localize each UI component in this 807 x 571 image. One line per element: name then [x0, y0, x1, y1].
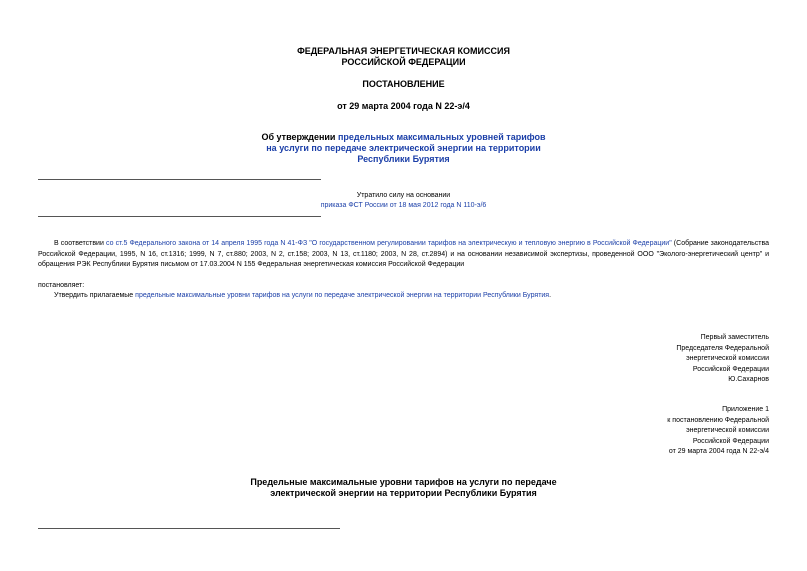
appendix-line1: Приложение 1 — [722, 406, 769, 413]
signature-line3: энергетической комиссии — [686, 355, 769, 362]
approve-end: . — [549, 292, 552, 299]
commission-name-line1: ФЕДЕРАЛЬНАЯ ЭНЕРГЕТИЧЕСКАЯ КОМИССИЯ — [297, 46, 510, 56]
appendix-title-line1: Предельные максимальные уровни тарифов на услуги по передаче — [250, 477, 557, 487]
status-link[interactable]: приказа ФСТ России от 18 мая 2012 года N 110-э/6 — [320, 202, 487, 209]
title-link-part3[interactable]: Республики Бурятия — [357, 154, 450, 164]
title-link-part1[interactable]: предельных максимальных уровней тарифов — [337, 132, 546, 142]
document-title — [0, 132, 807, 165]
title-link-part2[interactable]: на услуги по передаче электрической энергии на территории — [266, 143, 541, 153]
tariffs-link[interactable]: предельные максимальные уровни тарифов на услуги по передаче электрической энергии на территории Республики Бурятия — [135, 292, 550, 299]
appendix-line4: Российской Федерации — [692, 437, 769, 445]
preamble-rest: (Собрание законодательства Российской Федерации, 1995, N 16, ст.1316; 1999, N 7, ст.880; 2003, N 2, ст.158; 2003, N 13, ст.1180; 2003, N 28, ст.2894) и на основании независимой экспертизы, проведенной ООО "Эколого-энергетический центр" и обращения РЭК Республики Бурятия письмом от 17.03.2004 N 155 Федеральная энергетическая комиссия Российской Федерации — [38, 240, 769, 268]
appendix-title — [0, 477, 807, 499]
divider-top — [38, 179, 321, 180]
commission-name-line2: РОССИЙСКОЙ ФЕДЕРАЦИИ — [341, 57, 466, 67]
signature-line4: Российской Федерации — [692, 365, 769, 373]
document-type: ПОСТАНОВЛЕНИЕ — [362, 79, 445, 89]
approve-start: Утвердить прилагаемые — [54, 292, 136, 299]
divider-bottom — [38, 216, 321, 217]
signature-name: Ю.Сахарнов — [728, 376, 769, 383]
decree-word: постановляет: — [38, 282, 85, 289]
federal-law-link[interactable]: со ст.5 Федерального закона от 14 апреля 1995 года N 41-ФЗ "О государственном регулировании тарифов на электрическую и тепловую энергию в Российской Федерации" — [106, 240, 672, 247]
header-block — [0, 46, 807, 68]
appendix-title-line2: электрической энергии на территории Республики Бурятия — [270, 488, 537, 498]
appendix-line3: энергетической комиссии — [686, 427, 769, 434]
title-prefix: Об утверждении — [261, 132, 338, 142]
approve-paragraph — [38, 291, 769, 302]
signature-block — [676, 333, 769, 386]
signature-line1: Первый заместитель — [700, 334, 769, 341]
divider-footer — [38, 528, 340, 529]
status-block — [0, 191, 807, 211]
document-date: от 29 марта 2004 года N 22-э/4 — [337, 101, 470, 111]
appendix-line5: от 29 марта 2004 года N 22-э/4 — [668, 448, 769, 455]
appendix-block — [667, 405, 769, 458]
preamble-start: В соответствии — [54, 240, 106, 247]
signature-line2: Председателя Федеральной — [676, 344, 769, 352]
preamble-paragraph — [38, 239, 769, 271]
status-text: Утратило силу на основании — [356, 192, 451, 199]
appendix-line2: к постановлению Федеральной — [667, 416, 769, 424]
